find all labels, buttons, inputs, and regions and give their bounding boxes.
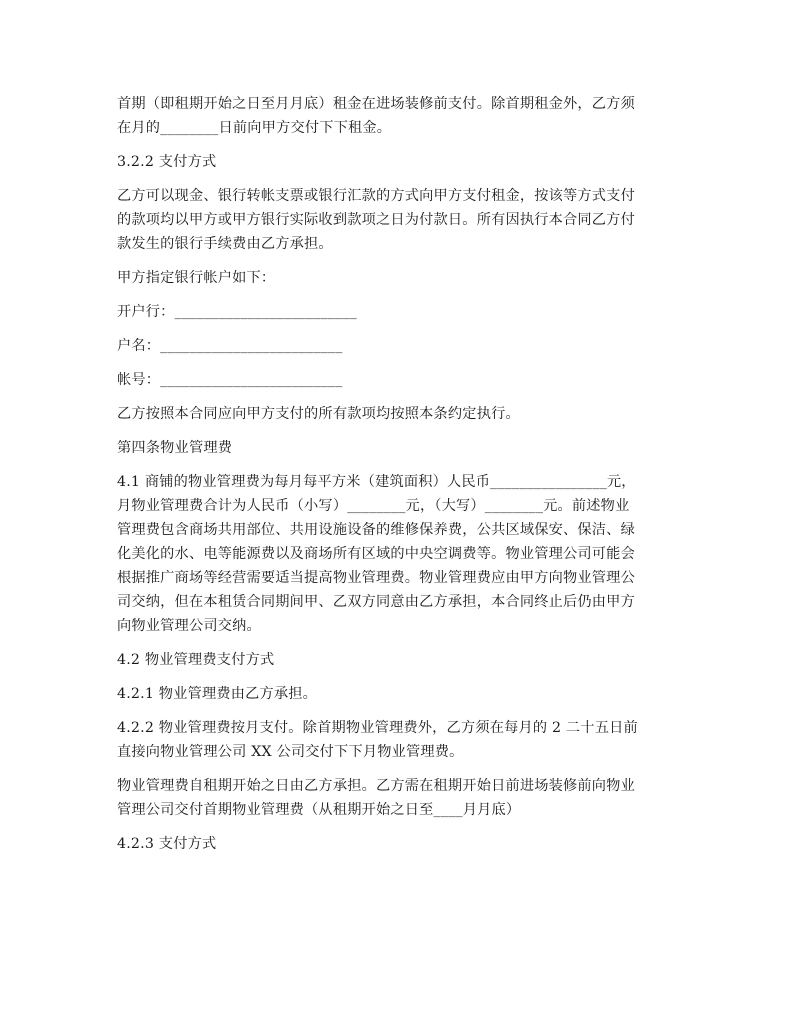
paragraph-4-2-2 — [117, 716, 687, 764]
text-line: 4.2.2 物业管理费按月支付。除首期物业管理费外，乙方须在每月的 2 二十五日前 — [117, 720, 638, 736]
text-line: 乙方按照本合同应向甲方支付的所有款项均按照本条约定执行。 — [117, 406, 520, 422]
text-line: 物业管理费自租期开始之日由乙方承担。乙方需在租期开始日前进场装修前向物业 — [117, 778, 635, 794]
text-line: 4.2 物业管理费支付方式 — [117, 652, 275, 668]
text-line: 4.2.1 物业管理费由乙方承担。 — [117, 686, 318, 702]
heading-3-2-2-payment-method — [117, 150, 687, 174]
paragraph-first-rent-payment — [117, 92, 687, 140]
text-line: 4.1 商铺的物业管理费为每月每平方米（建筑面积）人民币________________元， — [117, 474, 636, 490]
paragraph-4-2-1 — [117, 682, 687, 706]
text-line: 户名：_________________________ — [117, 338, 343, 354]
text-line: 第四条物业管理费 — [117, 440, 233, 456]
text-line: 管理公司交付首期物业管理费（从租期开始之日至____月月底） — [117, 802, 521, 818]
text-line: 甲方指定银行帐户如下： — [117, 270, 276, 286]
text-line: 4.2.3 支付方式 — [117, 836, 217, 852]
text-line: 月物业管理费合计为人民币（小写）________元，（大写）________元。前述物业 — [117, 498, 630, 514]
text-line: 的款项均以甲方或甲方银行实际收到款项之日为付款日。所有因执行本合同乙方付 — [117, 212, 635, 228]
paragraph-first-property-fee — [117, 774, 687, 822]
document-page — [117, 92, 687, 866]
text-line: 款发生的银行手续费由乙方承担。 — [117, 236, 333, 252]
paragraph-bank-account-intro — [117, 266, 687, 290]
text-line: 开户行：_________________________ — [117, 304, 357, 320]
text-line: 向物业管理公司交纳。 — [117, 618, 261, 634]
text-line: 首期（即租期开始之日至月月底）租金在进场装修前支付。除首期租金外，乙方须 — [117, 96, 635, 112]
paragraph-4-1-property-fee — [117, 470, 687, 638]
heading-4-2-3-payment-method — [117, 832, 687, 856]
paragraph-payment-clause — [117, 402, 687, 426]
field-bank-name — [117, 300, 687, 324]
text-line: 直接向物业管理公司 XX 公司交付下下月物业管理费。 — [117, 744, 464, 760]
text-line: 3.2.2 支付方式 — [117, 154, 217, 170]
text-line: 管理费包含商场共用部位、共用设施设备的维修保养费，公共区域保安、保洁、绿 — [117, 522, 635, 538]
paragraph-payment-method-details — [117, 184, 687, 256]
text-line: 根据推广商场等经营需要适当提高物业管理费。物业管理费应由甲方向物业管理公 — [117, 570, 635, 586]
text-line: 化美化的水、电等能源费以及商场所有区域的中央空调费等。物业管理公司可能会 — [117, 546, 635, 562]
text-line: 在月的________日前向甲方交付下下租金。 — [117, 120, 392, 136]
field-account-number — [117, 368, 687, 392]
text-line: 司交纳，但在本租赁合同期间甲、乙双方同意由乙方承担，本合同终止后仍由甲方 — [117, 594, 635, 610]
text-line: 乙方可以现金、银行转帐支票或银行汇款的方式向甲方支付租金，按该等方式支付 — [117, 188, 635, 204]
field-account-name — [117, 334, 687, 358]
text-line: 帐号：_________________________ — [117, 372, 343, 388]
heading-article-4-property-fee — [117, 436, 687, 460]
heading-4-2-fee-payment-method — [117, 648, 687, 672]
